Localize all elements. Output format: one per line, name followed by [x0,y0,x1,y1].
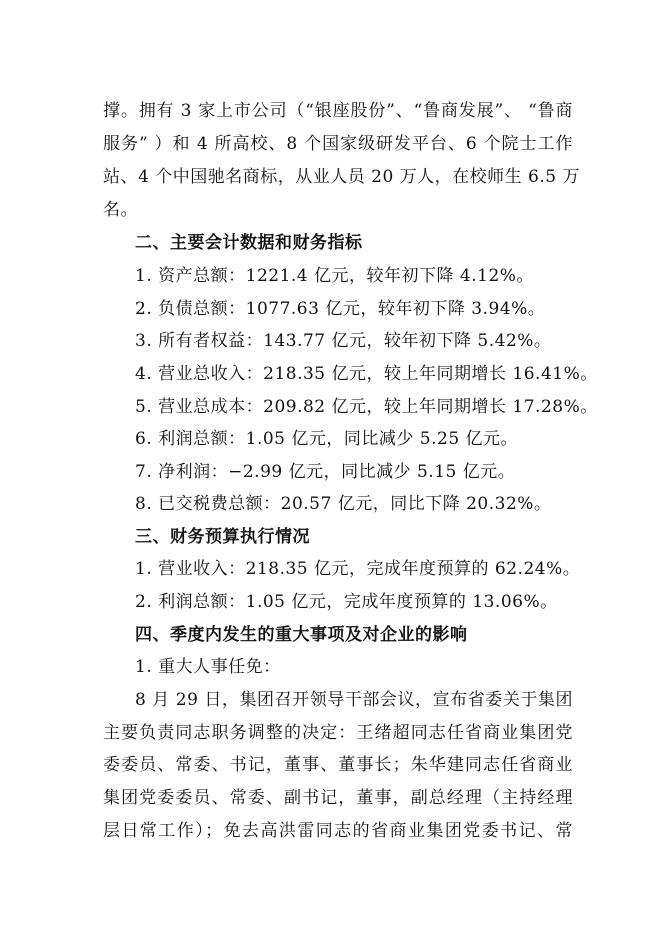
section2-item-3: 3. 所有者权益：143.77 亿元，较年初下降 5.42%。 [135,331,552,351]
intro-line-2: 服务” ）和 4 所高校、8 个国家级研发平台、6 个院士工作 [103,134,573,154]
section2-item-7: 7. 净利润：−2.99 亿元，同比减少 5.15 亿元。 [135,462,516,482]
section3-heading: 三、财务预算执行情况 [135,527,310,547]
section2-item-1: 1. 资产总额：1221.4 亿元，较年初下降 4.12%。 [135,266,534,286]
section4-para-line-3: 委委员、常委、书记，董事、董事长；朱华建同志任省商业 [103,755,573,775]
section2-item-4: 4. 营业总收入：218.35 亿元，较上年同期增长 16.41%。 [135,364,598,384]
section4-subheading: 1. 重大人事任免： [135,657,281,677]
section2-item-6: 6. 利润总额：1.05 亿元，同比减少 5.25 亿元。 [135,429,519,449]
section3-item-2: 2. 利润总额：1.05 亿元，完成年度预算的 13.06%。 [135,592,558,612]
section2-item-8: 8. 已交税费总额：20.57 亿元，同比下降 20.32%。 [135,494,552,514]
section4-para-line-1: 8 月 29 日，集团召开领导干部会议，宣布省委关于集团 [135,690,573,710]
section4-para-line-2: 主要负责同志职务调整的决定：王绪超同志任省商业集团党 [103,723,573,743]
intro-line-3: 站、4 个中国驰名商标，从业人员 20 万人，在校师生 6.5 万 [103,167,581,187]
section2-item-2: 2. 负债总额：1077.63 亿元，较年初下降 3.94%。 [135,299,546,319]
intro-line-1: 撑。拥有 3 家上市公司（“银座股份”、“鲁商发展”、 “鲁商 [103,101,573,121]
section4-heading: 四、季度内发生的重大事项及对企业的影响 [135,625,468,645]
section3-item-1: 1. 营业收入：218.35 亿元，完成年度预算的 62.24%。 [135,559,581,579]
section2-heading: 二、主要会计数据和财务指标 [135,233,363,253]
section4-para-line-4: 集团党委委员、常委、副书记，董事，副总经理（主持经理 [103,788,573,808]
intro-line-4: 名。 [103,200,138,220]
section4-para-line-5: 层日常工作）；免去高洪雷同志的省商业集团党委书记、常 [103,821,573,841]
section2-item-5: 5. 营业总成本：209.82 亿元，较上年同期增长 17.28%。 [135,397,598,417]
